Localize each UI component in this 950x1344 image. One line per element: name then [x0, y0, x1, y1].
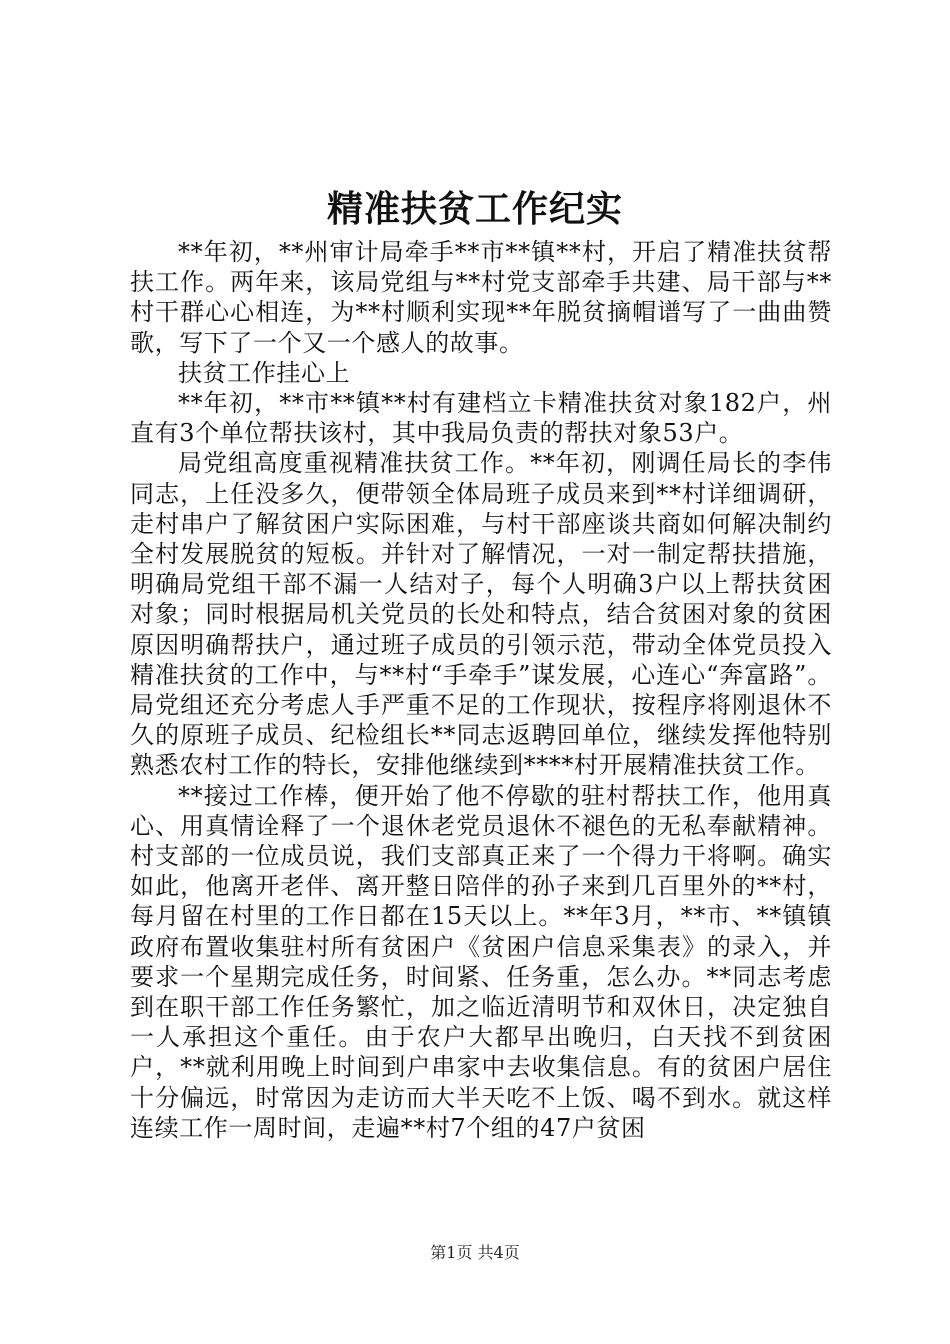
document-title: 精准扶贫工作纪实: [326, 188, 623, 230]
page-footer: 第1页 共4页: [430, 1243, 520, 1262]
paragraph-party-group: 局党组高度重视精准扶贫工作。**年初，刚调任局长的李伟同志，上任没多久，便带领全体局班子成员来到**村详细调研，走村串户了解贫困户实际困难，与村干部座谈共商如何解决制约全村发展脱贫的短板。并针对了解情况，一对一制定帮扶措施，明确局党组干部不漏一人结对子，每个人明确3户以上帮扶贫困对象；同时根据局机关党员的长处和特点，结合贫困对象的贫困原因明确帮扶户，通过班子成员的引领示范，带动全体党员投入精准扶贫的工作中，与**村“手牵手”谋发展，心连心“奔富路”。局党组还充分考虑人手严重不足的工作现状，按程序将刚退休不久的原班子成员、纪检组长**同志返聘回单位，继续发挥他特别熟悉农村工作的特长，安排他继续到****村开展精准扶贫工作。: [130, 449, 832, 780]
paragraph-village-work: **接过工作棒，便开始了他不停歇的驻村帮扶工作，他用真心、用真情诠释了一个退休老党员退休不褪色的无私奉献精神。村支部的一位成员说，我们支部真正来了一个得力干将啊。确实如此，他离开老伴、离开整日陪伴的孙子来到几百里外的**村，每月留在村里的工作日都在15天以上。**年3月，**市、**镇镇政府布置收集驻村所有贫困户《贫困户信息采集表》的录入，并要求一个星期完成任务，时间紧、任务重，怎么办。**同志考虑到在职干部工作任务繁忙，加之临近清明节和双休日，决定独自一人承担这个重任。由于农户大都早出晚归，白天找不到贫困户，**就利用晚上时间到户串家中去收集信息。有的贫困户居住十分偏远，时常因为走访而大半天吃不上饭、喝不到水。就这样连续工作一周时间，走遍**村7个组的47户贫困: [130, 781, 832, 1142]
section-heading: 扶贫工作挂心上: [178, 358, 351, 387]
paragraph-statistics: **年初，**市**镇**村有建档立卡精准扶贫对象182户，州直有3个单位帮扶该村，其中我局负责的帮扶对象53户。: [130, 389, 832, 448]
paragraph-intro: **年初，**州审计局牵手**市**镇**村，开启了精准扶贫帮扶工作。两年来，该局党组与**村党支部牵手共建、局干部与**村干群心心相连，为**村顺利实现**年脱贫摘帽谱写了一曲曲赞歌，写下了一个又一个感人的故事。: [130, 238, 832, 357]
document-body: [130, 237, 832, 1143]
